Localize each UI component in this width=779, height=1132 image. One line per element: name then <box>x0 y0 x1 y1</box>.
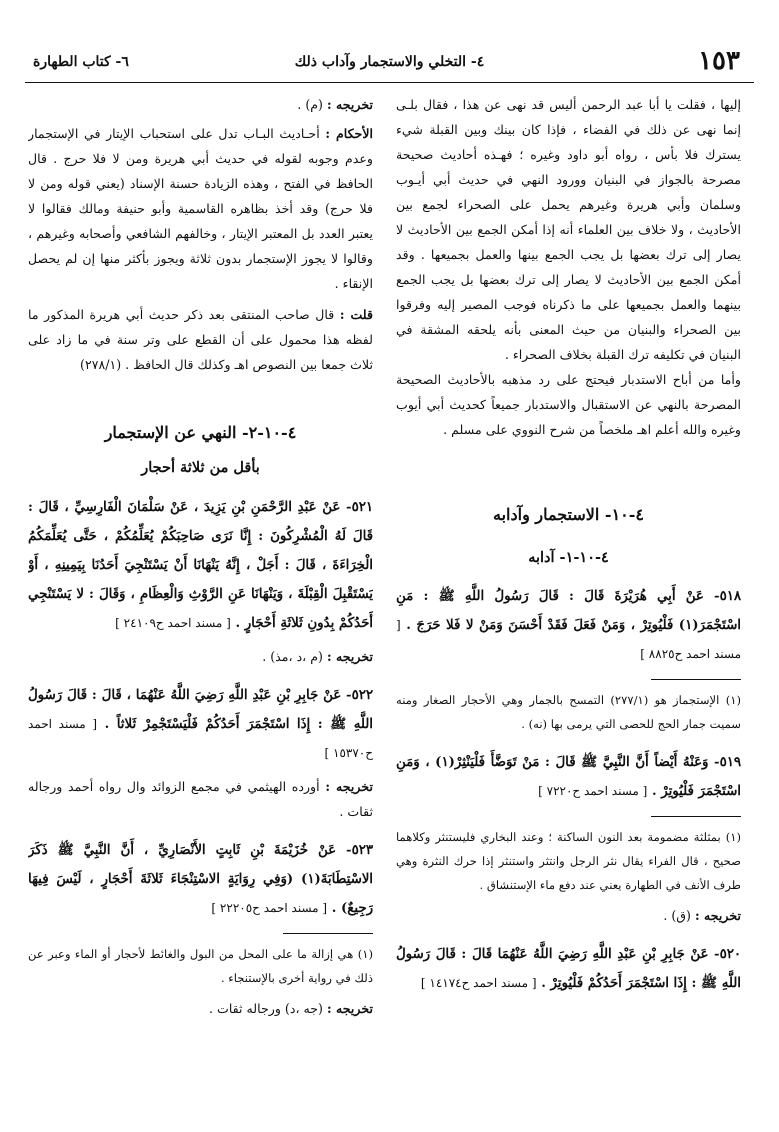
hadith-text: ٥١٩- وَعَنْهُ أَيْضاً أَنَّ النَّبِيَّ ﷺ قَالَ : مَنْ تَوَضَّأَ فَلْيَنْثِرْ(١) ، وَمَنِ اسْتَجْمَرَ فَلْيُوتِرْ . <box>396 755 741 799</box>
subsection-heading: ٤-١٠-١- آدابه <box>528 549 609 566</box>
hadith-source: [ مسند احمد ح٢٤١٠٩ ] <box>115 616 231 630</box>
qult-label: قلت : <box>339 307 373 322</box>
takhrij-label: تخريجه : <box>694 908 741 923</box>
takhrij-text: (م) . <box>297 97 323 112</box>
footnote-divider <box>283 933 373 934</box>
footnote-518: (١) الإستجماز هو (٢٧٧/١) التمسح بالجمار وهي الأحجار الصغار ومنه سميت جمار الحج للحصى التي يرمى بها (نه) . <box>396 693 741 731</box>
footnote-519: (١) بمثلثة مضمومة بعد النون الساكنة ؛ وعند البخاري فليستنثر وكلاهما صحيح ، قال الفراء يقال نثر الرجل وانتثر واستنثر إذا حرك النثرة وهي طرف الأنف في الطهارة يعني عند دفع ماء الإستنشاق . <box>396 830 741 892</box>
chapter-title: ٤- التخلي والاستجمار وآداب ذلك <box>294 54 485 70</box>
takhrij-label: تخريجه : <box>325 779 373 794</box>
takhrij-top <box>28 92 373 117</box>
hadith-text: ٥٢٣- عَنْ خُزَيْمَةَ بْنِ ثَابِتٍ الأَنْصَارِيِّ ، أَنَّ النَّبِيَّ ﷺ ذَكَرَ الاسْتِطَابَةَ(١) (وَفِي رِوَايَةٍ الاسْتِنْجَاءَ ثَلاثَةَ أَحْجَارٍ ، لَيْسَ فِيهَا رَجِيعٌ) . <box>28 843 373 916</box>
takhrij-523 <box>28 996 373 1021</box>
takhrij-522 <box>28 774 373 824</box>
page-header <box>25 44 754 83</box>
takhrij-label: تخريجه : <box>326 649 373 664</box>
ahkam-text: أحـاديث البـاب تدل على استحباب الإيتار في الإستجمار وعدم وجوبه لقوله في حديث أبي هريرة ومن لا فلا حرج . قال الحافظ في الفتح ، وهذه الزيادة حسنة الإسناد (يعني قوله ومن لا فلا حرج) وقد أخذ بظاهره القاسمية وأبو حنيفة ومالك فقالوا لا يعتبر العدد بل المعتبر الإيتار ، وخالفهم الشافعي وأصحابه وغيرهم ، وقالوا لا يجوز الإستجمار بدون ثلاثة ويجوز بأكثر منها إن لم يحصل الإنقاء . <box>28 126 373 291</box>
takhrij-label: تخريجه : <box>326 97 373 112</box>
hadith-521 <box>28 493 373 638</box>
takhrij-text: (م ،د ،مذ) . <box>262 649 323 664</box>
section-heading: ٤-١٠- الاستجمار وآدابه <box>493 505 644 524</box>
footnote-divider <box>651 679 741 680</box>
qult-text: قال صاحب المنتقى بعد ذكر حديث أبي هريرة المذكور ما لفظه هذا محمول على أن القطع على وتر سنة في ما زاد على ثلاث جمعا بين النصوص اهـ وكذلك قال الحافظ . (٢٧٨/١) <box>28 307 373 372</box>
page-number: ١٥٣ <box>698 46 740 76</box>
takhrij-519 <box>396 903 741 928</box>
hadith-518 <box>396 582 741 669</box>
takhrij-text: (ق) . <box>663 908 691 923</box>
hadith-text: ٥١٨- عَنْ أَبِي هُرَيْرَةَ قَالَ : قَالَ رَسُولُ اللَّهِ ﷺ : مَنِ اسْتَجْمَرَ(١) فَلْيُوتِرْ ، وَمَنْ فَعَلَ فَقَدْ أَحْسَنَ وَمَنْ لا فَلا حَرَجَ . <box>396 589 741 633</box>
section-heading: ٤-١٠-٢- النهي عن الإستجمار <box>104 423 297 442</box>
hadith-519 <box>396 748 741 806</box>
ahkam-label: الأحكام : <box>325 126 373 141</box>
section-subheading: بأقل من ثلاثة أحجار <box>141 459 260 476</box>
hadith-source: [ مسند احمد ح١٤١٧٤ ] <box>420 976 537 990</box>
book-title: ٦- كتاب الطهارة <box>33 54 129 70</box>
footnote-523: (١) هي إزالة ما على المحل من البول والغائط لأحجار أو الماء وعبر عن ذلك في رواية أخرى بالإستنجاء . <box>28 947 373 985</box>
hadith-523 <box>28 836 373 923</box>
commentary-paragraph: إليها ، فقلت يا أبا عبد الرحمن أليس قد نهى عن هذا ، فقال بلـى إنما نهى عن ذلك في الفضاء ، فإذا كان بينك وبين القبلة شيء يسترك فلا بأس ، رواه أبو داود وغيره ؛ فهـذه أحاديث صحيحة مصرحة بالجواز في البنيان وورود النهي في حديث أبي أيـوب وسلمان وأبي هريرة وغيرهم يحمل على الصحراء لجمع بين الأحاديث ، ولا خلاف بين العلماء أنه إذا أمكن الجمع بين الأحاديث لا يصار إلى ترك بعضها بل يجب الجمع بينها والعمل بجميعها . وقد أمكن الجمع بين الأحاديث لا يصار إلى ترك بعضها بل يجب الجمع بينهما والعمل بجميعها على ما ذكرناه فوجب المصير إليه وفرقوا بين الصحراء والبنيان من حيث المعنى بأنه يلحقه المشقة في البنيان في تكليفه ترك القبلة بخلاف الصحراء . <box>396 97 741 362</box>
hadith-text: ٥٢٢- عَنْ جَابِرِ بْنِ عَبْدِ اللَّهِ رَضِيَ اللَّهُ عَنْهُمَا ، قَالَ : قَالَ رَسُولُ اللَّهِ ﷺ : إِذَا اسْتَجْمَرَ أَحَدُكُمْ فَلْيَسْتَجْمِرْ ثَلاثاً . <box>28 688 373 732</box>
hadith-522 <box>28 681 373 768</box>
right-column <box>396 92 741 1092</box>
commentary-paragraph-2: وأما من أباح الاستدبار فيحتج على رد مذهبه بالأحاديث الصحيحة المصرحة بالنهي عن الاستقبال والاستدبار جميعاً كحديث أبي أيوب وغيره والله أعلم اهـ ملخصاً من شرح النووي على مسلم . <box>396 372 741 437</box>
left-column <box>28 92 373 1092</box>
takhrij-521 <box>28 644 373 669</box>
takhrij-label: تخريجه : <box>326 1001 373 1016</box>
hadith-source: [ مسند احمد ح٢٢٢٠٥ ] <box>211 901 328 915</box>
takhrij-text: أورده الهيثمي في مجمع الزوائد وال رواه أحمد ورجاله ثقات . <box>28 779 373 819</box>
hadith-text: ٥٢٠- عَنْ جَابِرِ بْنِ عَبْدِ اللَّهِ رَضِيَ اللَّهُ عَنْهُمَا قَالَ : قَالَ رَسُولُ اللَّهِ ﷺ : إِذَا اسْتَجْمَرَ أَحَدُكُمْ فَلْيُوتِرْ . <box>396 947 741 991</box>
qult-paragraph <box>28 302 373 377</box>
ahkam-paragraph <box>28 121 373 296</box>
footnote-divider <box>651 816 741 817</box>
hadith-source: [ مسند احمد ح٧٢٢٠ ] <box>538 784 648 798</box>
hadith-520 <box>396 940 741 998</box>
hadith-text: ٥٢١- عَنْ عَبْدِ الرَّحْمَنِ بْنِ يَزِيدَ ، عَنْ سَلْمَانَ الْفَارِسِيِّ ، قَالَ : قَالَ لَهُ الْمُشْرِكُونَ : إِنَّا نَرَى صَاحِبَكُمْ يُعَلِّمُكُمْ ، حَتَّى يُعَلِّمَكُمُ الْخِرَاءَةَ ، قَالَ : أَجَلْ ، إِنَّهُ يَنْهَانَا أَنْ يَسْتَنْجِيَ أَحَدُنَا بِيَمِينِهِ ، أَوْ يَسْتَقْبِلَ الْقِبْلَةَ ، وَيَنْهَانَا عَنِ الرَّوْثِ وَالْعِظَامِ ، وَقَالَ : لا يَسْتَنْجِي أَحَدُكُمْ بِدُونِ ثَلاثَةِ أَحْجَارٍ . <box>28 500 373 631</box>
hadith-source: [ مسند احمد ح١٥٣٧٠ ] <box>28 717 373 760</box>
hadith-source: [ مسند احمد ح٨٨٢٥ ] <box>396 618 741 661</box>
takhrij-text: (جه ،د) ورجاله ثقات . <box>208 1001 323 1016</box>
